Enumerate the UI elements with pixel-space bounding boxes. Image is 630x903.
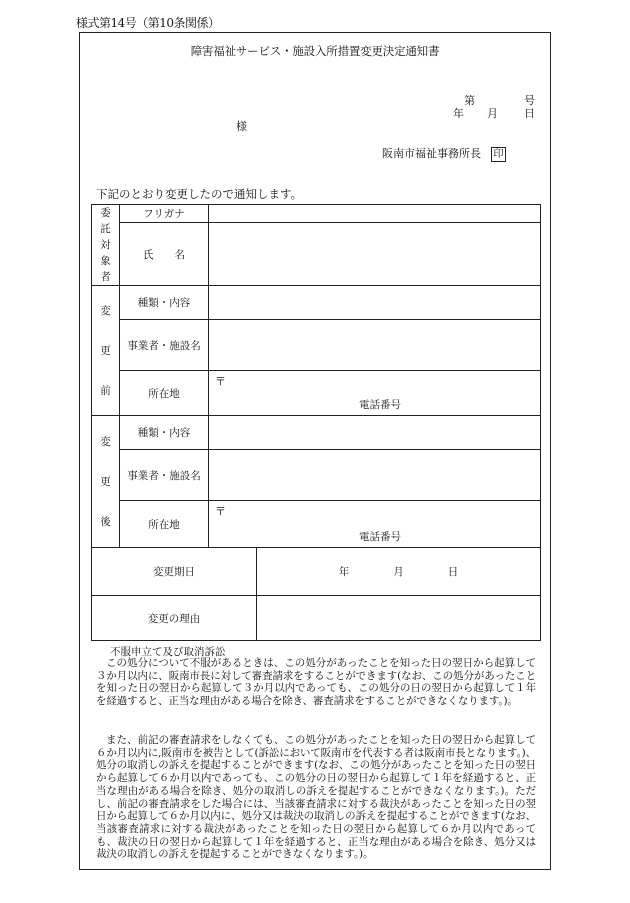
before-address-label: 所在地 [120, 371, 209, 416]
after-postal-mark: 〒 [215, 505, 226, 518]
after-heading: 変 更 後 [92, 416, 120, 548]
change-date-month: 月 [393, 566, 404, 578]
change-date-year: 年 [338, 566, 350, 578]
issuer-name: 阪南市福祉事務所長 [382, 147, 481, 160]
furigana-row [92, 205, 541, 223]
form-number: 様式第14号（第10条関係） [76, 16, 220, 30]
change-date-day: 日 [447, 566, 459, 578]
intro-text: 下記のとおり変更したので通知します。 [96, 187, 303, 201]
after-phone-label: 電話番号 [359, 531, 401, 543]
name-label: 氏 名 [120, 223, 209, 286]
recipient-suffix: 様 [236, 120, 247, 133]
after-facility-label: 事業者・施設名 [120, 450, 209, 501]
issuer-line [382, 145, 506, 162]
before-address-row [92, 371, 541, 416]
before-type-value [209, 286, 541, 320]
notice-title: 不服申立て及び取消訴訟 [110, 646, 226, 658]
after-address-row [92, 501, 541, 548]
after-facility-row [92, 450, 541, 501]
before-heading: 変 更 前 [92, 286, 120, 416]
after-address-value [209, 501, 541, 548]
notice-paragraph-2: また、前記の審査請求をしなくても、この処分があったことを知った日の翌日から起算して６か月以内に,阪南市を被告として(訴訟において阪南市を代表する者は阪南市長となります。)、処分の取消しの訴えを提起することができます(なお、この処分があったことを知った日の翌日から起算して６か月以内であっても、この処分の日の翌日から起算して１年を経過すると、正当な理由がある場合を除き、処分の取消しの訴えを提起することができなくなります。)。ただし、前記の審査請求をした場合には、当該審査請求に対する裁決があったことを知った日の翌日から起算して６か月以内に、処分又は裁決の取消しの訴えを提起することができます(なお、当該審査請求に対する裁決があったことを知った日の翌日から起算して６か月以内であっても、裁決の日の翌日から起算して１年を経過すると、正当な理由がある場合を除き、処分又は裁決の取消しの訴えを提起することができなくなります。)。 [96, 734, 536, 861]
before-type-row [92, 286, 541, 320]
after-type-row [92, 416, 541, 450]
before-address-value [209, 371, 541, 416]
after-type-value [209, 416, 541, 450]
date-month-label: 月 [487, 107, 498, 120]
furigana-label: フリガナ [120, 205, 209, 223]
number-suffix: 号 [524, 94, 535, 107]
before-facility-label: 事業者・施設名 [120, 320, 209, 371]
reason-value [257, 596, 541, 641]
after-facility-value [209, 450, 541, 501]
document-title: 障害福祉サービス・施設入所措置変更決定通知書 [190, 44, 440, 58]
name-value [209, 223, 541, 286]
before-type-label: 種類・内容 [120, 286, 209, 320]
after-address-label: 所在地 [120, 501, 209, 548]
change-date-value [257, 548, 541, 596]
notice-paragraph-1: この処分について不服があるときは、この処分があったことを知った日の翌日から起算して３か月以内に、阪南市長に対して審査請求をすることができます(なお、この処分があったことを知った日の翌日から起算して３か月以内であっても、この処分の日の翌日から起算して１年を経過すると、正当な理由がある場合を除き、審査請求をすることができなくなります。)。 [96, 657, 536, 708]
reason-row [92, 596, 541, 641]
change-date-label: 変更期日 [92, 548, 257, 596]
number-prefix: 第 [464, 94, 475, 107]
reason-label: 変更の理由 [92, 596, 257, 641]
before-phone-label: 電話番号 [359, 399, 401, 411]
before-facility-value [209, 320, 541, 371]
seal-mark: 印 [491, 147, 506, 162]
subject-heading: 委 託 対 象 者 [92, 205, 120, 286]
change-details-table [91, 204, 541, 641]
before-facility-row [92, 320, 541, 371]
before-postal-mark: 〒 [215, 375, 226, 388]
change-date-row [92, 548, 541, 596]
date-year-label: 年 [453, 107, 464, 120]
after-type-label: 種類・内容 [120, 416, 209, 450]
name-row [92, 223, 541, 286]
furigana-value [209, 205, 541, 223]
date-day-label: 日 [524, 107, 535, 120]
